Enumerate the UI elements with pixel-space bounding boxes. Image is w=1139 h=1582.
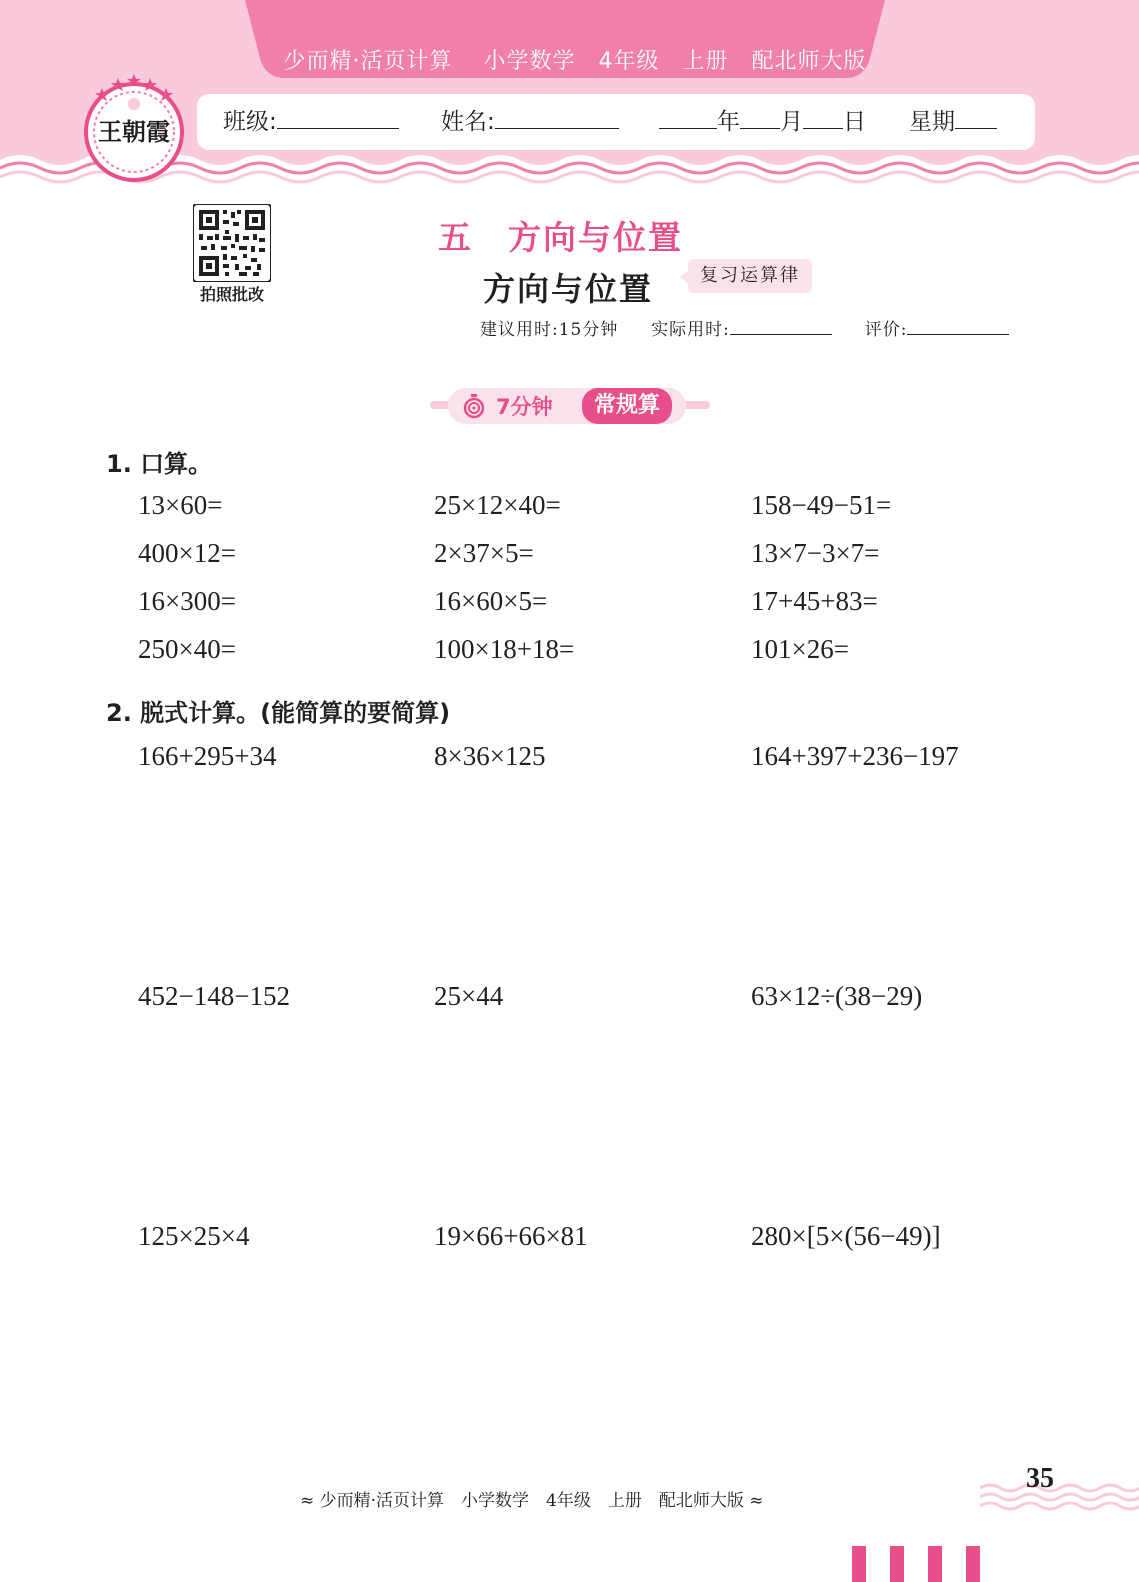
month-label: 月 (780, 109, 803, 135)
series-title: 少而精·活页计算 小学数学 4年级 上册 配北师大版 (283, 49, 867, 74)
edge-tab-marker (966, 1546, 980, 1582)
suggested-time: 建议用时:15分钟 (480, 320, 619, 340)
step-calc-item: 63×12÷(38−29) (751, 981, 923, 1011)
weekday-label: 星期 (909, 109, 955, 135)
step-calc-item: 19×66+66×81 (434, 1221, 588, 1251)
month-blank[interactable] (740, 108, 780, 129)
mental-math-item: 13×60= (138, 490, 223, 520)
timing-row (480, 316, 1009, 342)
qr-code[interactable] (193, 204, 271, 282)
name-label: 姓名: (441, 109, 495, 135)
page-number-wave (980, 1478, 1139, 1518)
day-blank[interactable] (803, 108, 843, 129)
question-1-heading: 1. 口算。 (106, 450, 213, 478)
step-calc-item: 166+295+34 (138, 741, 277, 771)
edge-tab-marker (852, 1546, 866, 1582)
step-calc-item: 125×25×4 (138, 1221, 250, 1251)
mental-math-item: 400×12= (138, 538, 236, 568)
date-field[interactable] (659, 94, 866, 150)
stopwatch-icon (462, 393, 486, 419)
step-calc-item: 280×[5×(56−49)] (751, 1221, 941, 1251)
badge-time: 7分钟 (496, 395, 553, 419)
logo-text: 王朝霞 (98, 117, 170, 146)
year-label: 年 (717, 109, 740, 135)
edge-tab-marker (928, 1546, 942, 1582)
mental-math-item: 25×12×40= (434, 490, 561, 520)
class-label: 班级: (223, 109, 277, 135)
mental-math-item: 13×7−3×7= (751, 538, 880, 568)
topic-tag: 复习运算律 (688, 259, 812, 293)
weekday-blank[interactable] (955, 108, 997, 129)
rating-label: 评价: (864, 320, 908, 340)
step-calc-item: 452−148−152 (138, 981, 290, 1011)
actual-time-blank[interactable] (730, 316, 832, 335)
mental-math-item: 100×18+18= (434, 634, 575, 664)
actual-time-label: 实际用时: (651, 320, 730, 340)
unit-title: 五 方向与位置 (438, 218, 683, 257)
edge-tab-marker (890, 1546, 904, 1582)
step-calc-item: 8×36×125 (434, 741, 546, 771)
mental-math-item: 101×26= (751, 634, 849, 664)
class-field[interactable] (223, 94, 399, 150)
name-field[interactable] (441, 94, 619, 150)
footer-series: ≈ 少而精·活页计算 小学数学 4年级 上册 配北师大版 ≈ (300, 1491, 764, 1511)
mental-math-item: 158−49−51= (751, 490, 892, 520)
page-number: 35 (1026, 1463, 1054, 1494)
rating-blank[interactable] (907, 316, 1009, 335)
mental-math-item: 17+45+83= (751, 586, 878, 616)
lesson-title: 方向与位置 (483, 270, 654, 308)
weekday-field[interactable] (909, 94, 997, 150)
step-calc-item: 164+397+236−197 (751, 741, 959, 771)
step-calc-item: 25×44 (434, 981, 504, 1011)
mental-math-item: 2×37×5= (434, 538, 534, 568)
year-blank[interactable] (659, 108, 717, 129)
name-blank[interactable] (495, 108, 619, 129)
mental-math-item: 16×300= (138, 586, 236, 616)
day-label: 日 (843, 109, 866, 135)
mental-math-item: 250×40= (138, 634, 236, 664)
qr-caption: 拍照批改 (199, 285, 264, 304)
question-2-heading: 2. 脱式计算。(能简算的要简算) (106, 699, 451, 727)
brand-logo (80, 70, 188, 182)
student-info-box (197, 94, 1035, 150)
badge-label: 常规算 (582, 388, 672, 424)
class-blank[interactable] (277, 108, 399, 129)
mental-math-item: 16×60×5= (434, 586, 548, 616)
